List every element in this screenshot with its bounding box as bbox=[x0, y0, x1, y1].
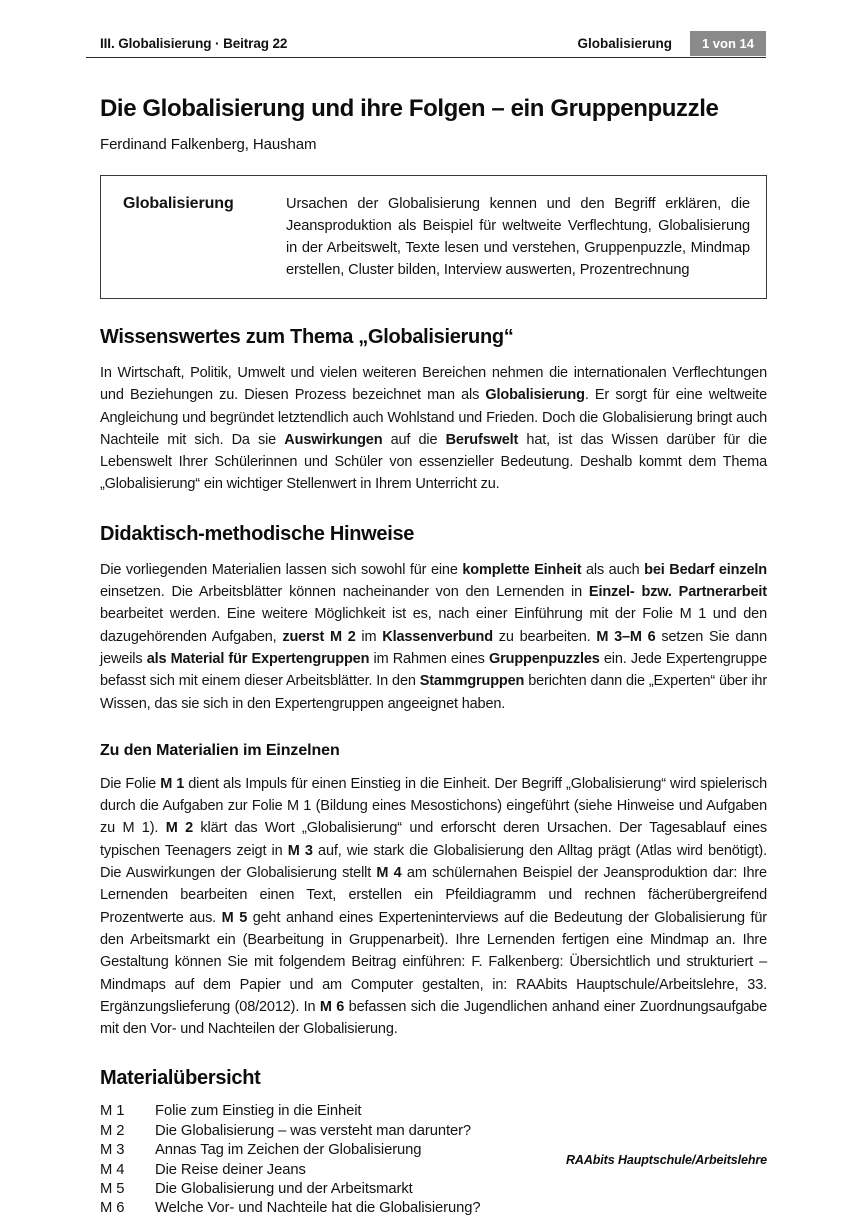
material-row bbox=[100, 1180, 767, 1199]
material-code: M 1 bbox=[100, 1103, 125, 1120]
topic-info-box bbox=[100, 175, 767, 299]
content-column bbox=[100, 58, 767, 1219]
material-code: M 3 bbox=[100, 1142, 125, 1159]
material-title: Die Reise deiner Jeans bbox=[155, 1161, 306, 1178]
footer-imprint: RAAbits Hauptschule/Arbeitslehre bbox=[565, 1153, 767, 1167]
material-code: M 2 bbox=[100, 1122, 125, 1139]
material-code: M 5 bbox=[100, 1181, 125, 1198]
paragraph-wissenswertes: In Wirtschaft, Politik, Umwelt und vielen weiteren Bereichen nehmen die internationalen Verflechtungen und Beziehungen zu. Diesen Prozess bezeichnet man als Globalisierung. Er sorgt für eine weltweite Angleichung und begründet letztendlich auch Wohlstand und Frieden. Doch die Globalisierung bringt auch Nachteile mit sich. Da sie Auswirkungen auf die Berufswelt hat, ist das Wissen darüber für die Lebenswelt Ihrer Schülerinnen und Schüler von essenzieller Bedeutung. Deshalb kommt dem Thema „Globalisierung“ ein wichtiger Stellenwert in Ihrem Unterricht zu. bbox=[100, 365, 768, 493]
paragraph-materialien: Die Folie M 1 dient als Impuls für einen Einstieg in die Einheit. Der Begriff „Globalisierung“ wird spielerisch durch die Aufgaben zur Folie M 1 (Bildung eines Mesostichons) eingeführt (siehe Hinweise und Aufgaben zu M 1). M 2 klärt das Wort „Globalisierung“ und erforscht deren Ursachen. Der Tagesablauf eines typischen Teenagers zeigt in M 3 auf, wie stark die Globalisierung den Alltag prägt (Atlas wird benötigt). Die Auswirkungen der Globalisierung stellt M 4 am schülernahen Beispiel der Jeansproduktion dar: Ihre Lernenden bearbeiten einen Text, erstellen ein Pfeildiagramm und rechnen fächerübergreifend Prozentwerte aus. M 5 geht anhand eines Experteninterviews auf die Bedeutung der Globalisierung für den Arbeitsmarkt ein (Bearbeitung in Gruppenarbeit). Ihre Lernenden fertigen eine Mindmap an. Ihre Gestaltung können Sie mit folgendem Beitrag einführen: F. Falkenberg: Übersichtlich und strukturiert – Mindmaps auf dem Papier und am Computer gestalten, in: RAAbits Hauptschule/Arbeitslehre, 33. Ergänzungslieferung (08/2012). In M 6 befassen sich die Jugendlichen anhand einer Zuordnungsaufgabe mit den Vor- und Nachteilen der Globalisierung. bbox=[100, 775, 767, 1038]
header-chapter-label: III. Globalisierung · Beitrag 22 bbox=[100, 36, 288, 51]
material-title: Annas Tag im Zeichen der Globalisierung bbox=[155, 1142, 422, 1159]
page-title: Die Globalisierung und ihre Folgen – ein Gruppenpuzzle bbox=[100, 95, 719, 122]
material-title: Die Globalisierung – was versteht man darunter? bbox=[155, 1122, 472, 1139]
material-row bbox=[100, 1102, 767, 1121]
info-box-text: Ursachen der Globalisierung kennen und den Begriff erklären, die Jeansproduktion als Beispiel für weltweite Verflechtung, Globalisierung in der Arbeitswelt, Texte lesen und verstehen, Gruppenpuzzle, Mindmap erstellen, Cluster bilden, Interview auswerten, Prozentrechnung bbox=[286, 196, 750, 278]
section-heading-didaktisch: Didaktisch-methodische Hinweise bbox=[100, 522, 415, 545]
material-title: Welche Vor- und Nachteile hat die Globalisierung? bbox=[155, 1200, 481, 1217]
material-row bbox=[100, 1122, 767, 1141]
author-line: Ferdinand Falkenberg, Hausham bbox=[100, 136, 317, 153]
material-row bbox=[100, 1199, 767, 1218]
subsection-heading-materialien: Zu den Materialien im Einzelnen bbox=[100, 741, 340, 759]
section-heading-uebersicht: Materialübersicht bbox=[100, 1067, 261, 1090]
section-heading-wissenswertes: Wissenswertes zum Thema „Globalisierung“ bbox=[100, 326, 514, 348]
page-header bbox=[86, 30, 766, 57]
material-title: Folie zum Einstieg in die Einheit bbox=[155, 1103, 362, 1120]
material-code: M 4 bbox=[100, 1161, 125, 1178]
material-title: Die Globalisierung und der Arbeitsmarkt bbox=[155, 1181, 413, 1198]
page-number-badge: 1 von 14 bbox=[690, 31, 766, 56]
paragraph-didaktisch: Die vorliegenden Materialien lassen sich sowohl für eine komplette Einheit als auch bei Bedarf einzeln einsetzen. Die Arbeitsblätter können nacheinander von den Lernenden in Einzel- bzw. Partnerarbeit bearbeitet werden. Eine weitere Möglichkeit ist es, nach einer Einführung mit der Folie M 1 und den dazugehörenden Aufgaben, zuerst M 2 im Klassenverbund zu bearbeiten. M 3–M 6 setzen Sie dann jeweils als Material für Expertengruppen im Rahmen eines Gruppenpuzzles ein. Jede Expertengruppe befasst sich mit einem dieser Arbeitsblätter. In den Stammgruppen berichten dann die „Experten“ über ihr Wissen, das sie sich in den Expertengruppen angeeignet haben. bbox=[100, 561, 768, 712]
material-code: M 6 bbox=[100, 1200, 125, 1217]
info-box-label: Globalisierung bbox=[123, 195, 234, 212]
header-topic-label: Globalisierung bbox=[577, 36, 672, 51]
